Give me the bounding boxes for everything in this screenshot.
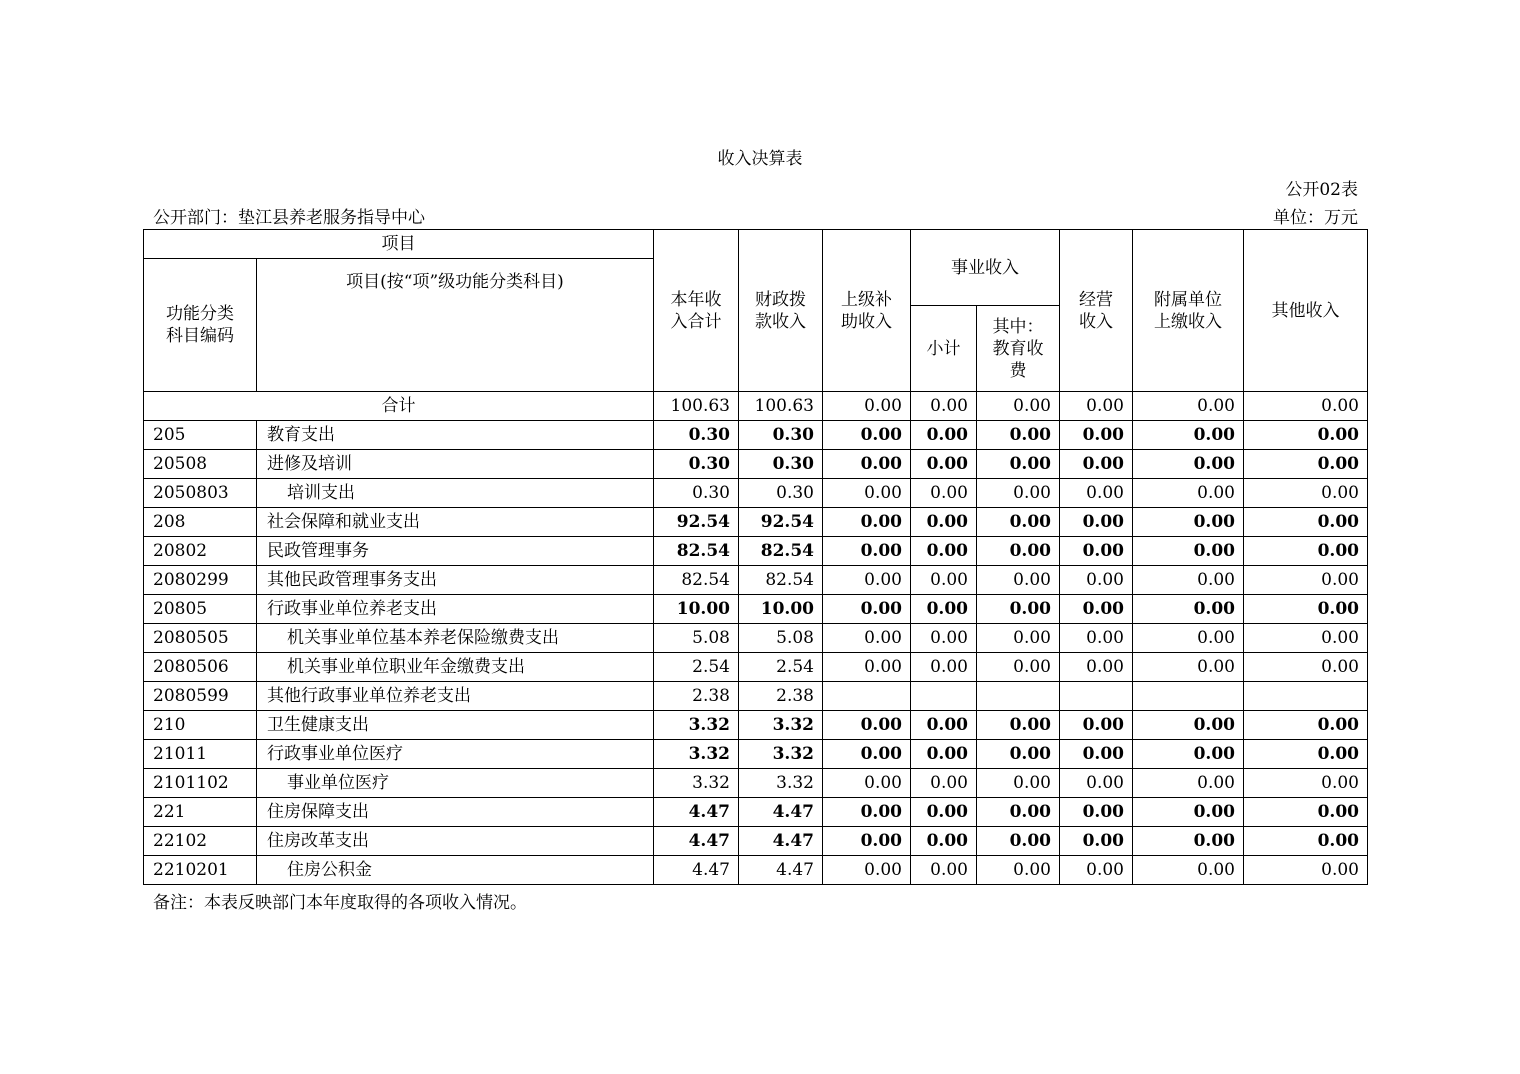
row-value: 0.00 <box>977 450 1060 479</box>
row-value: 0.00 <box>823 856 911 885</box>
row-code: 22102 <box>144 827 257 856</box>
header-total: 本年收 入合计 <box>654 230 739 392</box>
row-value: 0.30 <box>739 421 823 450</box>
row-value: 0.00 <box>1244 769 1368 798</box>
table-row <box>144 595 1368 624</box>
row-value: 0.00 <box>977 479 1060 508</box>
total-cell: 0.00 <box>823 392 911 421</box>
row-value: 0.00 <box>823 537 911 566</box>
row-value: 0.00 <box>1244 856 1368 885</box>
row-value: 0.00 <box>1133 740 1244 769</box>
row-value: 0.00 <box>911 827 977 856</box>
row-value: 0.00 <box>1244 479 1368 508</box>
table-row <box>144 479 1368 508</box>
row-code: 20508 <box>144 450 257 479</box>
header-superior: 上级补 助收入 <box>823 230 911 392</box>
row-value: 0.00 <box>1244 624 1368 653</box>
row-value: 10.00 <box>654 595 739 624</box>
header-subtotal: 小计 <box>911 306 977 392</box>
row-value: 0.00 <box>1133 421 1244 450</box>
row-value: 0.00 <box>1060 537 1133 566</box>
row-value: 0.00 <box>1060 711 1133 740</box>
row-value: 4.47 <box>739 798 823 827</box>
row-name: 其他民政管理事务支出 <box>257 566 654 595</box>
row-name: 进修及培训 <box>257 450 654 479</box>
row-value: 0.00 <box>1133 566 1244 595</box>
row-value: 0.00 <box>1244 740 1368 769</box>
row-value: 0.00 <box>911 508 977 537</box>
row-value: 0.00 <box>823 595 911 624</box>
row-value: 0.30 <box>739 450 823 479</box>
table-row <box>144 740 1368 769</box>
row-value: 0.00 <box>823 450 911 479</box>
row-value: 0.00 <box>823 421 911 450</box>
row-code: 21011 <box>144 740 257 769</box>
row-value: 0.00 <box>911 537 977 566</box>
table-row <box>144 798 1368 827</box>
row-value: 0.00 <box>1244 566 1368 595</box>
row-name: 教育支出 <box>257 421 654 450</box>
row-value: 92.54 <box>739 508 823 537</box>
row-name: 机关事业单位基本养老保险缴费支出 <box>257 624 654 653</box>
row-value: 0.00 <box>1133 537 1244 566</box>
row-name: 其他行政事业单位养老支出 <box>257 682 654 711</box>
row-value: 0.00 <box>911 769 977 798</box>
row-value: 0.00 <box>911 711 977 740</box>
row-code: 20805 <box>144 595 257 624</box>
row-value: 3.32 <box>739 769 823 798</box>
table-row <box>144 653 1368 682</box>
table-row <box>144 450 1368 479</box>
row-value: 0.00 <box>977 624 1060 653</box>
row-value: 0.00 <box>823 653 911 682</box>
header-func-code: 功能分类 科目编码 <box>144 259 257 392</box>
row-value: 0.00 <box>1133 479 1244 508</box>
row-name: 机关事业单位职业年金缴费支出 <box>257 653 654 682</box>
row-value: 0.00 <box>1133 856 1244 885</box>
row-value <box>1060 682 1133 711</box>
table-row <box>144 711 1368 740</box>
row-value: 0.00 <box>823 566 911 595</box>
row-value: 0.30 <box>654 479 739 508</box>
row-value: 0.00 <box>911 566 977 595</box>
row-value: 0.30 <box>739 479 823 508</box>
row-value: 4.47 <box>739 827 823 856</box>
row-value: 0.30 <box>654 450 739 479</box>
row-name: 行政事业单位养老支出 <box>257 595 654 624</box>
row-value <box>1133 682 1244 711</box>
row-value: 0.00 <box>911 856 977 885</box>
row-value: 5.08 <box>739 624 823 653</box>
row-code: 2050803 <box>144 479 257 508</box>
row-code: 2080506 <box>144 653 257 682</box>
row-value: 0.00 <box>823 769 911 798</box>
total-row <box>144 392 1368 421</box>
row-value: 0.00 <box>1060 769 1133 798</box>
row-code: 221 <box>144 798 257 827</box>
header-project: 项目 <box>144 230 654 259</box>
row-code: 2080599 <box>144 682 257 711</box>
row-value: 0.00 <box>911 653 977 682</box>
row-value: 3.32 <box>654 711 739 740</box>
row-value: 0.00 <box>823 624 911 653</box>
header-project-name: 项目(按“项”级功能分类科目) <box>257 259 654 392</box>
row-code: 2080299 <box>144 566 257 595</box>
row-value: 0.00 <box>977 740 1060 769</box>
table-row <box>144 508 1368 537</box>
row-value: 0.00 <box>911 740 977 769</box>
row-value: 0.00 <box>1133 653 1244 682</box>
row-name: 培训支出 <box>257 479 654 508</box>
row-value: 0.00 <box>1060 624 1133 653</box>
row-value: 82.54 <box>654 566 739 595</box>
row-value: 0.00 <box>1244 537 1368 566</box>
row-value: 0.00 <box>823 479 911 508</box>
header-business: 事业收入 <box>911 230 1060 306</box>
row-value: 0.00 <box>911 624 977 653</box>
row-value: 82.54 <box>739 566 823 595</box>
row-value: 10.00 <box>739 595 823 624</box>
table-row <box>144 769 1368 798</box>
row-value: 0.00 <box>911 479 977 508</box>
page-title: 收入决算表 <box>717 149 803 169</box>
row-value: 0.00 <box>1244 798 1368 827</box>
row-value: 0.00 <box>1244 827 1368 856</box>
table-body <box>144 392 1368 421</box>
row-value <box>1244 682 1368 711</box>
row-code: 20802 <box>144 537 257 566</box>
row-value: 0.30 <box>654 421 739 450</box>
row-value: 0.00 <box>977 856 1060 885</box>
row-value: 0.00 <box>823 740 911 769</box>
row-value: 0.00 <box>1060 595 1133 624</box>
row-value <box>911 682 977 711</box>
row-value: 3.32 <box>654 769 739 798</box>
total-cell: 0.00 <box>911 392 977 421</box>
row-value: 0.00 <box>1060 421 1133 450</box>
row-value: 3.32 <box>654 740 739 769</box>
table-row <box>144 624 1368 653</box>
row-code: 208 <box>144 508 257 537</box>
row-name: 住房公积金 <box>257 856 654 885</box>
row-value: 2.54 <box>654 653 739 682</box>
table-row <box>144 682 1368 711</box>
row-value: 0.00 <box>823 508 911 537</box>
row-code: 2210201 <box>144 856 257 885</box>
row-value: 0.00 <box>1060 798 1133 827</box>
row-value: 0.00 <box>823 711 911 740</box>
row-value: 0.00 <box>1244 450 1368 479</box>
row-value: 0.00 <box>977 827 1060 856</box>
row-value: 0.00 <box>823 798 911 827</box>
data-rows <box>144 421 1368 885</box>
row-name: 住房保障支出 <box>257 798 654 827</box>
row-value: 5.08 <box>654 624 739 653</box>
department-label: 公开部门：垫江县养老服务指导中心 <box>153 208 425 228</box>
row-value: 0.00 <box>1244 508 1368 537</box>
unit-label: 单位：万元 <box>1273 208 1358 228</box>
row-value: 0.00 <box>1133 798 1244 827</box>
table-row <box>144 856 1368 885</box>
row-value: 0.00 <box>977 769 1060 798</box>
row-value <box>977 682 1060 711</box>
row-value: 0.00 <box>1060 479 1133 508</box>
row-value: 0.00 <box>911 421 977 450</box>
row-value: 0.00 <box>1244 711 1368 740</box>
total-cell: 0.00 <box>977 392 1060 421</box>
row-value: 0.00 <box>823 827 911 856</box>
row-value: 0.00 <box>1133 827 1244 856</box>
row-name: 住房改革支出 <box>257 827 654 856</box>
row-value: 0.00 <box>977 537 1060 566</box>
row-value: 0.00 <box>977 711 1060 740</box>
row-value: 0.00 <box>1060 653 1133 682</box>
row-value: 0.00 <box>977 653 1060 682</box>
total-cell: 100.63 <box>739 392 823 421</box>
row-value: 2.38 <box>654 682 739 711</box>
table-row <box>144 827 1368 856</box>
row-value: 0.00 <box>1060 508 1133 537</box>
table-code: 公开02表 <box>1285 180 1358 200</box>
row-name: 民政管理事务 <box>257 537 654 566</box>
row-value: 0.00 <box>911 450 977 479</box>
row-name: 行政事业单位医疗 <box>257 740 654 769</box>
total-label: 合计 <box>144 392 654 421</box>
row-value: 0.00 <box>1060 450 1133 479</box>
row-name: 事业单位医疗 <box>257 769 654 798</box>
row-value <box>823 682 911 711</box>
row-value: 0.00 <box>1244 421 1368 450</box>
total-cell: 0.00 <box>1133 392 1244 421</box>
row-value: 0.00 <box>1133 769 1244 798</box>
header-other: 其他收入 <box>1244 230 1368 392</box>
row-value: 92.54 <box>654 508 739 537</box>
row-value: 0.00 <box>1133 595 1244 624</box>
row-code: 210 <box>144 711 257 740</box>
row-value: 2.38 <box>739 682 823 711</box>
row-name: 社会保障和就业支出 <box>257 508 654 537</box>
row-code: 205 <box>144 421 257 450</box>
income-table <box>143 229 1368 885</box>
header-edu-fee: 其中： 教育收 费 <box>977 306 1060 392</box>
row-value: 0.00 <box>977 566 1060 595</box>
header-affiliated: 附属单位 上缴收入 <box>1133 230 1244 392</box>
row-value: 0.00 <box>977 798 1060 827</box>
row-value: 0.00 <box>1133 711 1244 740</box>
header-operating: 经营 收入 <box>1060 230 1133 392</box>
table-row <box>144 566 1368 595</box>
row-value: 0.00 <box>1133 508 1244 537</box>
row-value: 0.00 <box>1244 595 1368 624</box>
total-cell: 100.63 <box>654 392 739 421</box>
row-value: 0.00 <box>1060 856 1133 885</box>
header-fiscal: 财政拨 款收入 <box>739 230 823 392</box>
table-row <box>144 537 1368 566</box>
row-value: 4.47 <box>654 827 739 856</box>
row-value: 0.00 <box>977 508 1060 537</box>
row-value: 0.00 <box>1133 624 1244 653</box>
table-header <box>144 230 1368 392</box>
table-row <box>144 421 1368 450</box>
row-value: 2.54 <box>739 653 823 682</box>
row-value: 0.00 <box>911 798 977 827</box>
row-value: 4.47 <box>654 856 739 885</box>
row-value: 3.32 <box>739 711 823 740</box>
row-value: 3.32 <box>739 740 823 769</box>
row-value: 0.00 <box>977 421 1060 450</box>
row-value: 0.00 <box>1244 653 1368 682</box>
row-value: 0.00 <box>1060 827 1133 856</box>
row-value: 0.00 <box>911 595 977 624</box>
row-code: 2101102 <box>144 769 257 798</box>
total-cell: 0.00 <box>1244 392 1368 421</box>
row-value: 4.47 <box>654 798 739 827</box>
row-value: 82.54 <box>654 537 739 566</box>
row-code: 2080505 <box>144 624 257 653</box>
footnote: 备注：本表反映部门本年度取得的各项收入情况。 <box>153 893 527 913</box>
row-value: 4.47 <box>739 856 823 885</box>
row-name: 卫生健康支出 <box>257 711 654 740</box>
total-cell: 0.00 <box>1060 392 1133 421</box>
row-value: 0.00 <box>1060 740 1133 769</box>
row-value: 82.54 <box>739 537 823 566</box>
row-value: 0.00 <box>1060 566 1133 595</box>
row-value: 0.00 <box>1133 450 1244 479</box>
row-value: 0.00 <box>977 595 1060 624</box>
